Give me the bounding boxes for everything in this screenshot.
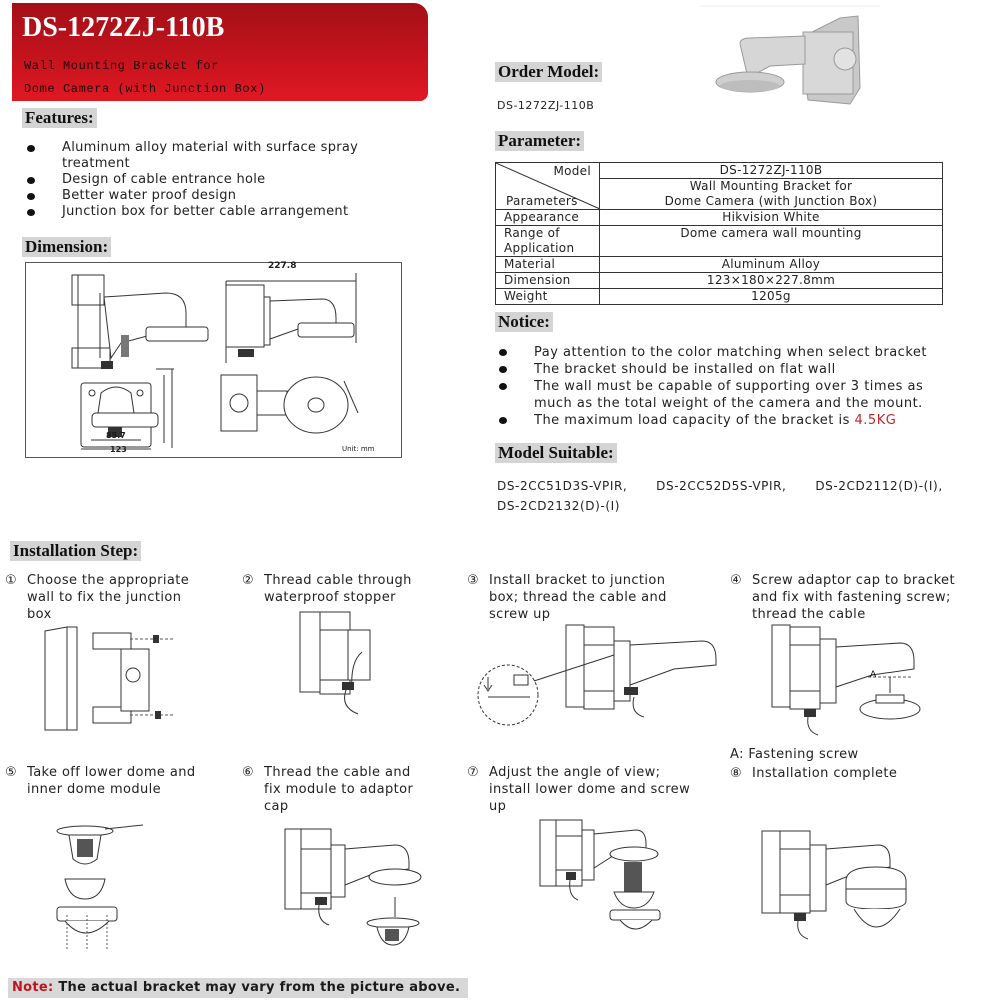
bullet-icon [499, 349, 507, 356]
diagonal-header-cell [496, 163, 600, 210]
param-value-cell: Aluminum Alloy [600, 257, 943, 273]
suitable-model: DS-2CD2112(D)-(I), [815, 479, 943, 493]
install-step-5: ⑤ Take off lower dome and inner dome module [5, 765, 196, 797]
dimension-unit-label: Unit: mm [342, 445, 375, 453]
install-step-8: ⑧ Installation complete [730, 766, 898, 781]
fastening-screw-caption: A: Fastening screw [730, 747, 859, 762]
table-row [496, 226, 943, 257]
step-1-illustration [45, 625, 175, 735]
dimension-drawing [25, 262, 402, 458]
dimension-hole-spacing-label: 85.7 [106, 431, 126, 440]
step-4-illustration [772, 625, 952, 740]
bullet-icon [499, 383, 507, 390]
notice-list [496, 344, 976, 429]
param-label-cell: Appearance [496, 210, 600, 226]
product-photo [700, 4, 880, 104]
feature-item: Junction box for better cable arrangement [24, 204, 424, 220]
note-text: The actual bracket may vary from the picture above. [53, 980, 461, 995]
parameter-table [495, 162, 943, 305]
param-label-cell: Dimension [496, 273, 600, 289]
features-heading: Features: [22, 108, 97, 128]
install-step-7: ⑦ Adjust the angle of view; install lower dome and screw up [467, 765, 691, 814]
note-bar [8, 978, 468, 998]
notice-item: The bracket should be installed on flat wall [496, 361, 976, 378]
feature-item: Aluminum alloy material with surface spray treatment [24, 140, 424, 172]
table-row [496, 257, 943, 273]
order-model-value: DS-1272ZJ-110B [497, 99, 595, 112]
install-step-3: ③ Install bracket to junction box; thread the cable and screw up [467, 573, 667, 622]
param-label-cell: Weight [496, 289, 600, 305]
top-view-drawing [221, 375, 358, 433]
step-6-illustration [285, 825, 435, 950]
notice-heading: Notice: [495, 312, 553, 332]
feature-item: Better water proof design [24, 188, 424, 204]
suitable-model: DS-2CC51D3S-VPIR, [497, 479, 628, 493]
load-capacity-highlight: 4.5KG [854, 413, 897, 428]
parameters-header-label: Parameters [506, 194, 578, 208]
step-2-illustration [300, 612, 380, 722]
notice-item: The maximum load capacity of the bracket is 4.5KG [496, 412, 976, 429]
param-value-cell: Hikvision White [600, 210, 943, 226]
suitable-model: DS-2CD2132(D)-(I) [497, 499, 621, 513]
step-7-illustration [540, 818, 670, 948]
table-row [496, 289, 943, 305]
order-model-heading: Order Model: [495, 62, 602, 82]
param-value-cell: Dome camera wall mounting [600, 226, 943, 257]
fastening-screw-marker: A [870, 670, 877, 680]
bracket-photo-illustration [700, 4, 880, 104]
bullet-icon [27, 193, 35, 200]
install-step-4: ④ Screw adaptor cap to bracket and fix with fastening screw; thread the cable [730, 573, 955, 622]
suitable-model: DS-2CC52D5S-VPIR, [656, 479, 787, 493]
table-row [496, 163, 943, 179]
notice-item: Pay attention to the color matching when select bracket [496, 344, 976, 361]
model-header-label: Model [553, 164, 591, 178]
dimension-width-label: 123 [110, 445, 127, 454]
install-step-6: ⑥ Thread the cable and fix module to adaptor cap [242, 765, 414, 814]
bullet-icon [27, 177, 35, 184]
dimension-heading: Dimension: [22, 237, 111, 257]
install-step-1: ① Choose the appropriate wall to fix the junction box [5, 573, 190, 622]
param-label-cell: Range of Application [496, 226, 600, 257]
step-8-illustration [762, 825, 922, 945]
param-value-cell: 1205g [600, 289, 943, 305]
note-label: Note: [12, 980, 54, 995]
product-subtitle-line2: Dome Camera (with Junction Box) [24, 82, 266, 96]
suitable-models [497, 476, 977, 516]
side-view-drawing [72, 275, 208, 369]
feature-item: Design of cable entrance hole [24, 172, 424, 188]
param-value-cell: 123×180×227.8mm [600, 273, 943, 289]
model-suitable-heading: Model Suitable: [495, 443, 617, 463]
product-subtitle-line1: Wall Mounting Bracket for [24, 59, 220, 73]
front-view-drawing [81, 369, 174, 449]
bullet-icon [499, 417, 507, 424]
bullet-icon [499, 366, 507, 373]
installation-heading: Installation Step: [10, 541, 141, 561]
step-5-illustration [55, 825, 155, 950]
description-cell: Wall Mounting Bracket for Dome Camera (with Junction Box) [600, 179, 943, 210]
parameter-heading: Parameter: [495, 131, 584, 151]
dimension-diagram [26, 263, 403, 459]
install-step-2: ② Thread cable through waterproof stopper [242, 573, 412, 605]
notice-item: The wall must be capable of supporting over 3 times as much as the total weight of the camera and the mount. [496, 378, 976, 412]
table-row [496, 273, 943, 289]
features-list [24, 140, 424, 220]
step-3-illustration [474, 625, 724, 725]
param-label-cell: Material [496, 257, 600, 273]
model-value-cell: DS-1272ZJ-110B [600, 163, 943, 179]
bullet-icon [27, 145, 35, 152]
table-row [496, 210, 943, 226]
bullet-icon [27, 209, 35, 216]
dimension-length-label: 227.8 [268, 261, 297, 271]
side-view-length-drawing [226, 273, 356, 363]
product-title: DS-1272ZJ-110B [22, 12, 225, 43]
